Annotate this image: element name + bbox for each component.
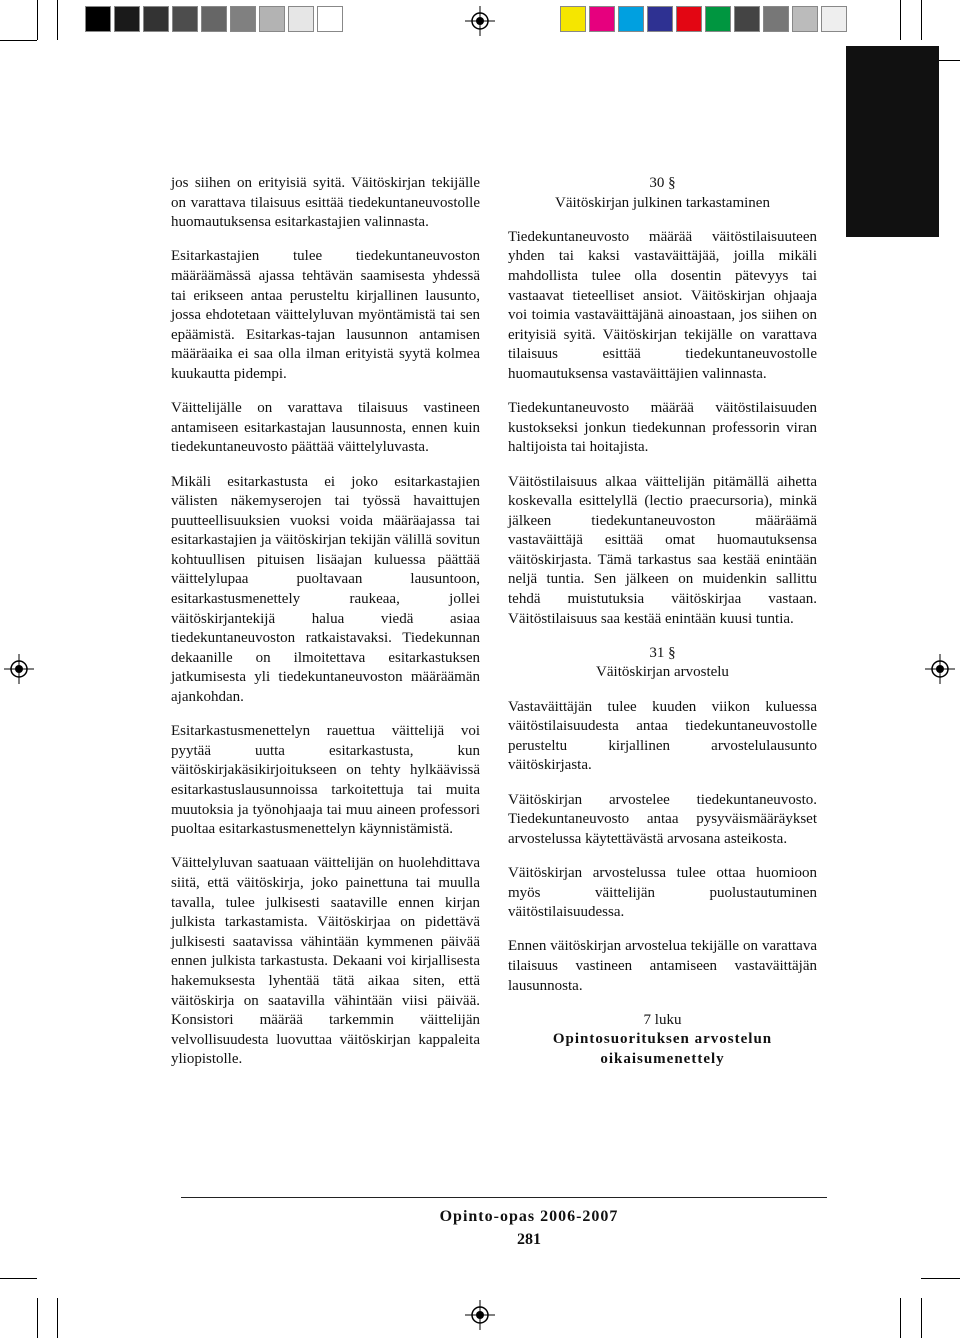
paragraph: Mikäli esitarkastusta ei joko esitarkastajien välisten näkemyserojen tai työssä havaittujen puutteellisuuksien vuoksi voida määräajassa tai esitarkastajien ja väitöskirjan tekijän välillä sovitun kohtuullisen pituisen lisäajan kuluessa päättää väittelylupaa puoltavaan lausuntoon, esitarkastusmenettely raukeaa, jollei väitöskirjantekijä halua viedä asiaa tiedekuntaneuvoston ratkaistavaksi. Tiedekunnan dekaanille on ilmoitettava esitarkastuksen jatkumisesta yli tiedekuntaneuvoston määräämän ajankohdan.	[171, 473, 480, 706]
chapter-heading	[508, 1011, 817, 1070]
right-column	[508, 174, 817, 1084]
crop-mark	[921, 0, 922, 40]
left-column	[171, 174, 480, 1085]
chapter-title-line: oikaisumenettely	[600, 1050, 725, 1067]
color-swatch	[288, 6, 314, 32]
crop-mark	[0, 40, 37, 41]
color-swatch	[821, 6, 847, 32]
color-swatch	[259, 6, 285, 32]
paragraph: Esitarkastusmenettelyn rauettua väittelijä voi pyytää uutta esitarkastusta, kun väitöskirjakäsikirjoitukseen on tehty hylkäävissä esitarkastuslausunnoissa tarkoitettuja tai muita muutoksia ja työnohjaaja tai muu aineen professori puoltaa esitarkastusmenettelyn käynnistämistä.	[171, 723, 480, 838]
paragraph: Väitöskirjan arvostelussa tulee ottaa huomioon myös väittelijän puolustautuminen väitöstilaisuudessa.	[508, 864, 817, 921]
paragraph: jos siihen on erityisiä syitä. Väitöskirjan tekijälle on varattava tilaisuus esittää tiedekuntaneuvostolle huomautuksensa esitarkastajien valinnasta.	[171, 175, 480, 231]
paragraph: Tiedekuntaneuvosto määrää väitöstilaisuuden kustokseksi jonkun tiedekunnan professorin viran haltijoista tai hoitajista.	[508, 400, 817, 456]
footer-rule	[181, 1197, 827, 1198]
crop-mark	[57, 1298, 58, 1338]
color-swatch	[618, 6, 644, 32]
paragraph: Väittelijälle on varattava tilaisuus vastineen antamiseen esitarkastajan lausunnosta, ennen kuin tiedekuntaneuvosto päättää väittelyluvasta.	[171, 400, 480, 456]
color-swatch	[589, 6, 615, 32]
paragraph: Vastaväittäjän tulee kuuden viikon kuluessa väitöstilaisuudesta antaa tiedekuntaneuvostolle perusteltu kirjallinen arvostelulausunto väitöskirjasta.	[508, 698, 817, 774]
color-swatch	[230, 6, 256, 32]
color-swatch	[763, 6, 789, 32]
crop-mark	[37, 0, 38, 40]
color-swatch	[734, 6, 760, 32]
section-30-heading	[508, 174, 817, 213]
section-number: 30 §	[649, 175, 676, 191]
color-swatch	[792, 6, 818, 32]
chapter-title-line: Opintosuorituksen arvostelun	[552, 1031, 773, 1048]
section-title: Väitöskirjan julkinen tarkastaminen	[555, 194, 770, 211]
color-swatch	[114, 6, 140, 32]
color-swatch	[676, 6, 702, 32]
color-swatch	[85, 6, 111, 32]
crop-mark	[0, 1278, 37, 1279]
paragraph: Väitöstilaisuus alkaa väittelijän pitämällä aihetta koskevalla esittelyllä (lectio praecursoria), minkä jälkeen tiedekuntaneuvoston määräämä vastaväittäjä esittää omat huomautuksensa väitöskirjasta. Tämä tarkastus saa kestää enintään neljä tuntia. Sen jälkeen on muidenkin sallittu tehdä muistutuksia väitöskirjaa vastaan. Väitöstilaisuus saa kestää enintään kuusi tuntia.	[508, 473, 817, 627]
footer-title: Opinto-opas 2006-2007	[439, 1208, 619, 1225]
crop-mark	[37, 1298, 38, 1338]
paragraph: Väitöskirjan arvostelee tiedekuntaneuvosto. Tiedekuntaneuvosto antaa pysyväismääräykset arvostelussa käytettävästä arvosana asteikosta.	[508, 791, 817, 847]
crop-mark	[900, 0, 901, 40]
crop-mark	[921, 1298, 922, 1338]
registration-mark-icon	[4, 654, 34, 684]
chapter-number: 7 luku	[643, 1011, 682, 1028]
crop-mark	[57, 0, 58, 40]
registration-mark-icon	[465, 6, 495, 36]
paragraph: Ennen väitöskirjan arvostelua tekijälle on varattava tilaisuus vastineen antamiseen vastaväittäjän lausunnosta.	[508, 938, 817, 994]
section-number: 31 §	[649, 644, 676, 661]
color-swatch	[172, 6, 198, 32]
section-31-heading	[508, 644, 817, 683]
paragraph: Väittelyluvan saatuaan väittelijän on huolehdittava siitä, että väitöskirja, joko painettuna tai muulla tavalla, tulee julkisesti saataville ennen kirjan julkista tarkastamista. Väitöskirjaa on pidettävä julkisesti saatavissa vähintään kymmenen päivää ennen julkista tarkastusta. Dekaani voi kirjallisesta hakemuksesta lyhentää tätä aikaa siten, että väitöskirja on saatavilla vähintään viisi päivää. Konsistori määrää tarkemmin väittelijän velvollisuudesta luovuttaa väitöskirjan kappaleita yliopistolle.	[171, 855, 480, 1068]
section-title: Väitöskirjan arvostelu	[596, 664, 729, 681]
page-number: 281	[517, 1231, 541, 1248]
chapter-thumb-tab	[846, 46, 939, 237]
color-swatch	[647, 6, 673, 32]
paragraph: Esitarkastajien tulee tiedekuntaneuvoston määräämässä ajassa tehtävän saamisesta yhdessä tai erikseen antaa perusteltu kirjallinen lausunto, jossa ehdotetaan väittelyluvan myöntämistä tai sen epäämistä. Esitarkas-tajan lausunnon antamisen määräaika ei saa olla ilman erityistä syytä kolmea kuukautta pidempi.	[171, 248, 480, 382]
color-swatch	[705, 6, 731, 32]
registration-mark-icon	[465, 1300, 495, 1330]
color-swatch	[143, 6, 169, 32]
color-swatch	[560, 6, 586, 32]
registration-mark-icon	[925, 654, 955, 684]
crop-mark	[900, 1298, 901, 1338]
crop-mark	[921, 1278, 960, 1279]
paragraph: Tiedekuntaneuvosto määrää väitöstilaisuuteen yhden tai kaksi vastaväittäjää, joilla mikäli mahdollista tulee olla dosentin pätevyys tai vastaavat tieteelliset ansiot. Väitöskirjan ohjaaja voi toimia vastaväittäjänä ainoastaan, jos siihen on erityisiä syitä. Väitöskirjan tekijälle on varattava tilaisuus esittää tiedekuntaneuvostolle huomautuksensa vastaväittäjien valinnasta.	[508, 228, 817, 382]
color-swatch	[201, 6, 227, 32]
color-swatch	[317, 6, 343, 32]
